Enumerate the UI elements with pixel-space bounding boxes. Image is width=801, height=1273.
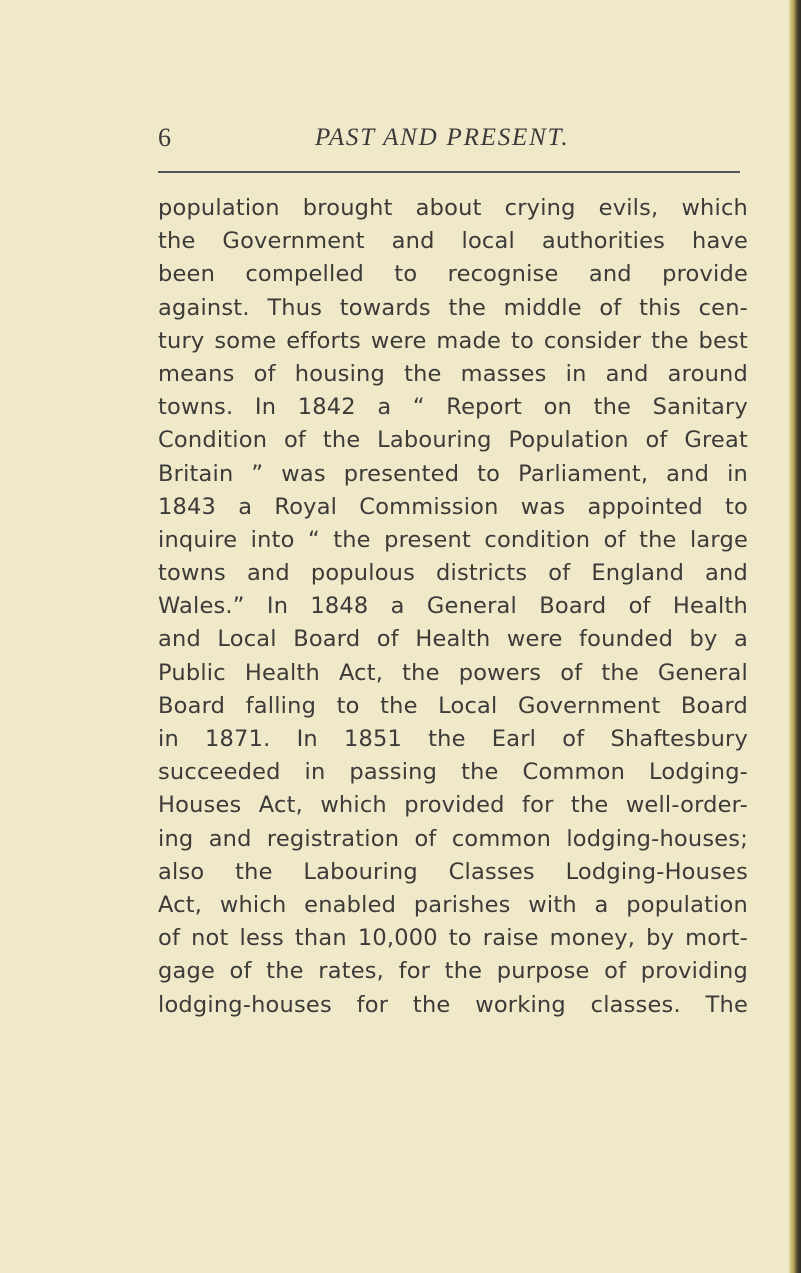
text-line: 1843 a Royal Commission was appointed to: [158, 493, 748, 520]
text-line: the Government and local authorities have: [158, 228, 748, 255]
text-line: Britain ” was presented to Parliament, and in: [158, 460, 748, 487]
page-header: [158, 118, 742, 158]
text-line: tury some efforts were made to consider the best: [158, 327, 748, 354]
text-line: Wales.” In 1848 a General Board of Health: [158, 593, 748, 620]
text-line: ing and registration of common lodging-houses;: [158, 825, 748, 852]
header-rule: [158, 171, 740, 173]
text-line: and Local Board of Health were founded by a: [158, 626, 748, 653]
text-line: population brought about crying evils, which: [158, 195, 748, 221]
text-line: also the Labouring Classes Lodging-Houses: [158, 858, 748, 885]
text-line: in 1871. In 1851 the Earl of Shaftesbury: [158, 726, 748, 752]
text-line: lodging-houses for the working classes. The: [158, 991, 748, 1018]
text-line: Condition of the Labouring Population of Great: [158, 427, 748, 454]
text-line: towns and populous districts of England and: [158, 560, 748, 587]
text-line: succeeded in passing the Common Lodging-: [158, 759, 748, 786]
text-line: Houses Act, which provided for the well-order-: [158, 792, 748, 819]
body-text: [158, 192, 748, 1022]
text-line: means of housing the masses in and around: [158, 360, 748, 387]
text-line: inquire into “ the present condition of the large: [158, 526, 748, 553]
page-edge-shadow: [789, 0, 801, 1273]
text-line: against. Thus towards the middle of this cen-: [158, 294, 748, 321]
text-line: Act, which enabled parishes with a population: [158, 891, 748, 918]
page-number: 6: [158, 123, 171, 152]
text-line: gage of the rates, for the purpose of providing: [158, 958, 748, 985]
running-title: PAST AND PRESENT.: [315, 124, 570, 151]
text-line: Board falling to the Local Government Board: [158, 692, 748, 719]
text-line: towns. In 1842 a “ Report on the Sanitary: [158, 394, 748, 421]
text-line: been compelled to recognise and provide: [158, 261, 748, 288]
text-line: Public Health Act, the powers of the General: [158, 659, 748, 686]
text-line: of not less than 10,000 to raise money, by mort-: [158, 925, 748, 952]
